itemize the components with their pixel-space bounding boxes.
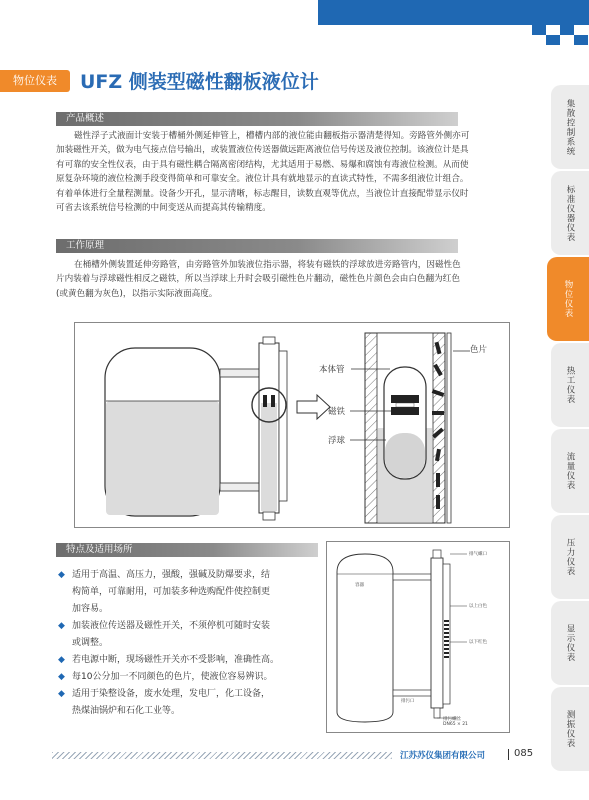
decor-square — [546, 35, 560, 45]
feature-item: ◆ 加装液位传送器及磁性开关，不须停机可随时安装 — [58, 619, 320, 634]
feature-item: ◆ 若电源中断，现场磁性开关亦不受影响，准确性高。 — [58, 653, 320, 668]
bullet-icon: ◆ — [58, 689, 65, 699]
overview-line: 磁性浮子式液面计安装于槽桶外侧延伸管上，槽槽内部的液位能由翻板指示器清楚得知。旁路管外侧亦可 — [74, 131, 470, 141]
decor-square — [532, 25, 546, 35]
overview-line: 有着单体进行全量程测量。设备少开孔，显示清晰，标志醒目，读数直观等优点，当液位计直接配带显示仪时 — [56, 188, 469, 199]
page-number: 085 — [514, 748, 534, 759]
working-principle-diagram — [74, 322, 510, 528]
overview-line: 可省去该系统信号检测的中间变送从而提高其传输精度。 — [56, 203, 271, 214]
footer-divider — [508, 749, 509, 760]
label-float: 浮球 — [328, 436, 346, 446]
bullet-icon: ◆ — [58, 570, 65, 580]
decor-square — [574, 35, 588, 45]
page-title: UFZ 侧装型磁性翻板液位计 — [80, 71, 319, 93]
bullet-icon: ◆ — [58, 672, 65, 682]
feature-item: ◆ 适用于染整设备，废水处理，发电厂，化工设备， — [58, 687, 320, 702]
section-heading-overview: 产品概述 — [56, 112, 458, 126]
tab-flow-instruments[interactable]: 流量仪表 — [551, 429, 589, 514]
tab-vibration-instruments[interactable]: 测振仪表 — [551, 687, 589, 772]
features-list — [58, 568, 320, 721]
tab-standard-instruments[interactable]: 标准仪器仪表 — [551, 171, 589, 256]
principle-line: 片内装着与浮球磁性相反之磁铁，所以当浮球上升时会吸引磁性色片翻动，磁性色片颜色会由白色翻为红色 — [56, 274, 460, 285]
overview-line: 加装磁性开关，做为电气接点信号输出，或装置液位传送器做远距离液位信号传送及液位控制。该液位计是具 — [56, 145, 469, 156]
installation-diagram — [326, 541, 510, 733]
tab-dcs[interactable]: 集散控制系统 — [551, 85, 589, 170]
overview-paragraph — [56, 129, 546, 215]
tab-pressure-instruments[interactable]: 压力仪表 — [551, 515, 589, 600]
bullet-icon: ◆ — [58, 621, 65, 631]
section-heading-features: 特点及适用场所 — [56, 543, 318, 557]
overview-line: 有可靠的安全性仪表，由于具有磁性耦合隔离密闭结构，尤其适用于易燃、易爆和腐蚀有毒液位检测。从而使 — [56, 159, 469, 170]
label-tank: 容器 — [355, 583, 364, 588]
feature-item-cont: 热煤油锅炉和石化工业等。 — [72, 706, 181, 716]
tab-thermal-instruments[interactable]: 热工仪表 — [551, 343, 589, 428]
tab-level-instruments[interactable]: 物位仪表 — [547, 257, 589, 342]
feature-item-cont: 加容易。 — [72, 604, 109, 614]
overview-line: 原复杂环境的液位检测手段变得简单和可靠安全。液位计具有就地显示的直读式特性，不需多组液位计组合。 — [56, 174, 469, 185]
label-magnet: 磁铁 — [328, 407, 346, 417]
principle-line: (或黄色翻为灰色)，以指示实际液面高度。 — [56, 288, 218, 299]
label-body-tube: 本体管 — [319, 365, 345, 375]
label-vent-valve: 排气螺口 — [469, 552, 487, 557]
footer-company: 江苏苏仪集团有限公司 — [400, 751, 486, 761]
label-spec: DN65 × 21 — [443, 722, 468, 727]
label-drain-plug: 排污螺丝 — [443, 717, 461, 722]
decor-square — [560, 25, 574, 35]
feature-item-cont: 或调整。 — [72, 638, 109, 648]
tab-display-instruments[interactable]: 显示仪表 — [551, 601, 589, 686]
principle-figure-svg — [75, 323, 509, 527]
label-color-chip: 色片 — [470, 345, 488, 355]
footer-stripe — [52, 752, 392, 759]
installation-figure-svg — [327, 542, 509, 732]
label-below-zero: 以下红色 — [469, 640, 487, 645]
principle-line: 在桶槽外侧装置延伸旁路管，由旁路管外加装液位指示器，将装有磁铁的浮球放进旁路管内，因磁性色 — [74, 260, 461, 270]
category-badge: 物位仪表 — [0, 70, 70, 92]
principle-paragraph — [56, 258, 546, 301]
label-drain-valve: 排污口 — [401, 699, 415, 704]
feature-item: ◆ 适用于高温、高压力，强酸，强碱及防爆要求，结 — [58, 568, 320, 583]
section-heading-principle: 工作原理 — [56, 239, 458, 253]
feature-item-cont: 构简单，可靠耐用，可加装多种选购配件使控制更 — [72, 587, 271, 597]
top-decor-bar — [318, 0, 589, 25]
label-above-zero: 以上白色 — [469, 604, 487, 609]
bullet-icon: ◆ — [58, 655, 65, 665]
feature-item: ◆ 每10公分加一不同颜色的色片，使液位容易辨识。 — [58, 670, 320, 685]
